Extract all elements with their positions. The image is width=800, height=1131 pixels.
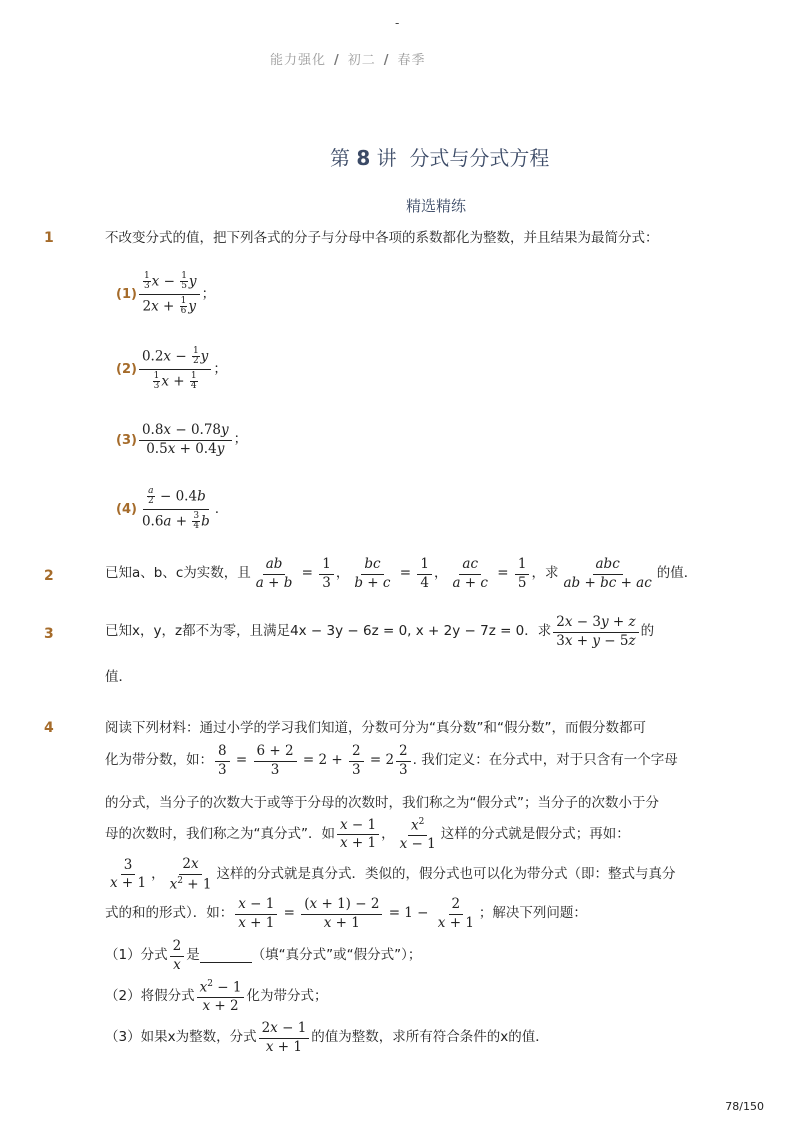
punctuation: ； [233, 431, 248, 448]
q4-text-part: 化为带分数，如： [105, 752, 213, 769]
q1-part-3 [116, 424, 247, 456]
question-3-text-cont: 值． [105, 669, 132, 685]
q1-part-label: (3) [116, 432, 137, 448]
q4-line-4: 母的次数时，我们称之为“真分式”．如 $\frac{x - 1}{x + 1}$ ， $\frac{x^2}{x - 1}$ 这样的分式就是假分式；再如： [105, 816, 630, 852]
q3-text-part: 已知x，y，z都不为零，且满足4x − 3y − 6z = 0, x + 2y − 7z = 0．求 [105, 623, 552, 640]
q4-line-1: 阅读下列材料：通过小学的学习我们知道，分数可分为“真分数”和“假分数”，而假分数都可 [105, 720, 646, 736]
section-title: 精选精练 [406, 197, 467, 215]
question-1-text: 不改变分式的值，把下列各式的分子与分母中各项的系数都化为整数，并且结果为最简分式： [105, 230, 659, 246]
q2-text-part: 已知a、b、c为实数，且 [105, 565, 251, 582]
q4-text-part: （1）分式 [105, 947, 168, 964]
q4-part-3: （3）如果x为整数，分式 $\frac{2x - 1}{x + 1}$ 的值为整数，求所有符合条件的x的值． [105, 1020, 549, 1055]
question-number-4: 4 [44, 720, 54, 736]
q4-text-part: . 我们定义：在分式中，对于只含有一个字母 [412, 752, 678, 769]
q2-text-part: 的值． [656, 565, 698, 582]
fraction: $\frac{0.8x - 0.78y}{0.5x + 0.4y}$ [139, 424, 232, 456]
punctuation: ； [213, 360, 227, 377]
fraction: $\frac{\text{abc}}{ab + bc + ac}$ [563, 556, 652, 591]
q4-line-5: $\frac{3}{x + 1}$ ， $\frac{2x}{x^2 + 1}$ 这样的分式就是真分式．类似的，假分式也可以化为带分式（即：整式与真分 [110, 856, 676, 892]
question-2-text: 已知a、b、c为实数，且 $\frac{ab}{a + b}$ = $\frac{1}{3}$ ， $\frac{bc}{b + c}$ = $\frac{1}{4}$ ， $\frac{ac}{a + c}$ = $\frac{1}{5}$ ，求 $\frac{\text{abc}}{ab + bc + ac}$ 的值． [105, 556, 698, 591]
lecture-prefix: 第 [330, 146, 350, 170]
q1-part-4 [116, 487, 219, 532]
q2-text-part: ，求 [531, 565, 559, 582]
q4-part-2: （2）将假分式 $\frac{x^2 - 1}{x + 2}$ 化为带分式； [105, 979, 328, 1014]
fraction: $\frac{1}{3}$ [319, 558, 334, 590]
q1-part-1 [116, 272, 215, 317]
q4-text-part: （填“真分式”或“假分式”）； [251, 947, 422, 964]
fraction: $\frac{ac}{a + c}$ [452, 556, 488, 591]
breadcrumb-separator: / [334, 53, 340, 68]
breadcrumb-item-course: 能力强化 [270, 53, 327, 68]
q1-part-label: (4) [116, 501, 137, 517]
q4-text-part: 的值为整数，求所有符合条件的x的值． [311, 1029, 549, 1046]
breadcrumb-item-grade: 初二 [347, 53, 376, 68]
fraction: $\frac{a}{2}$ − 0.4b 0.6a + $\frac{3}{4}$ b [141, 486, 210, 532]
lecture-title [330, 142, 549, 171]
q4-text-part: 这样的分式就是真分式．类似的，假分式也可以化为带分式（即：整式与真分 [216, 866, 676, 882]
lecture-suffix: 讲 [376, 146, 397, 170]
breadcrumb [270, 49, 426, 68]
lecture-number: 8 [356, 146, 371, 170]
fraction: 0.2x − $\frac{1}{2}$ y $\frac{1}{3}$ x + $\frac{1}{4}$ [139, 347, 211, 392]
q1-part-2 [116, 347, 227, 392]
question-number-1: 1 [44, 230, 54, 246]
q4-line-6: 式的和的形式）．如： $\frac{x - 1}{x + 1}$ = $\frac{(x + 1) - 2}{x + 1}$ = 1 − $\frac{2}{x + 1}$ ；解决下列问题： [105, 896, 587, 931]
punctuation: . [214, 500, 220, 517]
q4-line-3: 的分式，当分子的次数大于或等于分母的次数时，我们称之为“假分式”；当分子的次数小于分 [105, 795, 659, 811]
punctuation: ； [201, 285, 216, 302]
lecture-topic: 分式与分式方程 [409, 146, 550, 170]
q4-text-part: 化为带分式； [246, 988, 328, 1004]
page-number: 78/150 [725, 1100, 764, 1113]
answer-blank[interactable] [200, 950, 252, 963]
top-dash: - [395, 16, 400, 30]
fraction: $\frac{1}{4}$ [417, 558, 432, 590]
q4-text-part: ；解决下列问题： [478, 905, 587, 922]
q1-part-label: (2) [116, 361, 137, 377]
q4-text-part: 式的和的形式）．如： [105, 905, 234, 922]
breadcrumb-item-term: 春季 [397, 53, 426, 68]
breadcrumb-separator: / [383, 53, 390, 68]
q4-text-part: 是 [186, 947, 200, 964]
fraction: $\frac{ab}{a + b}$ [255, 556, 293, 591]
question-3-text [105, 616, 654, 648]
fraction: $\frac{bc}{b + c}$ [354, 556, 391, 591]
q4-text-part: （3）如果x为整数，分式 [105, 1029, 257, 1046]
q4-part-1: （1）分式 $\frac{2}{x}$ 是 （填“真分式”或“假分式”）； [105, 938, 422, 973]
question-number-3: 3 [44, 626, 54, 642]
q4-text-part: 这样的分式就是假分式；再如： [440, 826, 630, 842]
q3-text-part: 的 [640, 623, 655, 640]
q1-part-label: (1) [116, 286, 137, 302]
fraction: $\frac{1}{3}$ x − $\frac{1}{5}$ y 2x + $\frac{1}{6}$ y [139, 272, 200, 317]
q4-text-part: （2）将假分式 [105, 988, 195, 1004]
q4-text-part: 母的次数时，我们称之为“真分式”．如 [105, 826, 335, 842]
question-number-2: 2 [44, 568, 54, 584]
fraction: $\frac{1}{5}$ [515, 558, 530, 590]
fraction: $\frac{2x - 3y + z}{3x + y - 5z}$ [553, 616, 638, 648]
q4-line-2: 化为带分数，如： $\frac{8}{3}$ = $\frac{6 + 2}{3}$ = 2 + $\frac{2}{3}$ = 2 $\frac{2}{3}$ . 我们定义：在分式中，对于只含有一个字母 [105, 743, 678, 778]
